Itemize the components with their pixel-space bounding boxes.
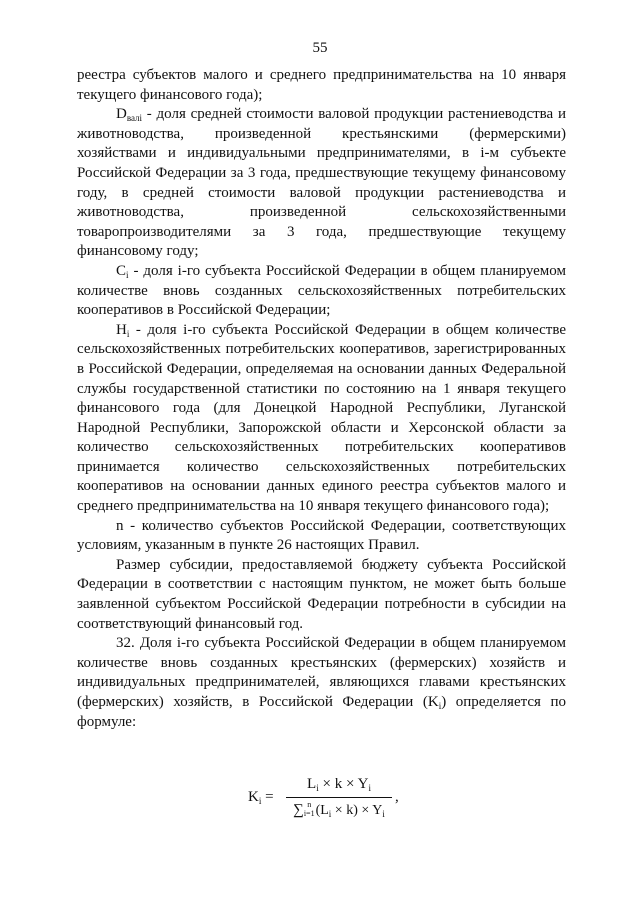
denominator-text: (L bbox=[315, 803, 329, 818]
paragraph bbox=[77, 105, 566, 262]
formula-lhs bbox=[248, 789, 274, 806]
paragraph bbox=[77, 634, 566, 732]
denominator-subscript: i bbox=[382, 809, 385, 819]
formula-lhs-symbol: K bbox=[248, 789, 259, 805]
sum-lower-limit: i=1 bbox=[303, 809, 315, 818]
paragraph-text: ) определяется по формуле: bbox=[77, 694, 567, 730]
formula bbox=[248, 776, 408, 826]
denominator-subscript: i bbox=[328, 809, 332, 819]
numerator-text: × k × Y bbox=[318, 776, 369, 792]
denominator-text: × k) × Y bbox=[331, 803, 383, 818]
formula-comma: , bbox=[395, 789, 399, 805]
paragraph-text: - доля средней стоимости валовой продукции растениеводства и животноводства, произведенной крестьянскими (фермерскими) хозяйствами и индивидуальными предпринимателями, в i-м субъекте Российской Федерации за 3 года, предшествующие текущему финансовому году, в средней стоимости валовой продукции растениеводства и животноводства, произведенной сельскохозяйственными товаропроизводителями за 3 года, предшествующие текущему финансовому году; bbox=[77, 106, 566, 260]
fraction-bar bbox=[286, 797, 392, 798]
numerator-subscript: i bbox=[368, 783, 371, 793]
numerator bbox=[286, 776, 392, 796]
symbol-subscript: валi bbox=[126, 113, 143, 124]
paragraph-text: - доля i-го субъекта Российской Федерации в общем планируемом количестве вновь созданных сельскохозяйственных потребительских кооперативов в Российской Федерации; bbox=[77, 262, 566, 319]
paragraph bbox=[77, 321, 566, 517]
equals-sign: = bbox=[261, 789, 274, 805]
symbol: H bbox=[116, 321, 127, 338]
numerator-symbol: L bbox=[307, 776, 317, 792]
numerator-subscript: i bbox=[316, 783, 319, 793]
paragraph: реестра субъектов малого и среднего предпринимательства на 10 января текущего финансового года); bbox=[77, 67, 566, 103]
fraction bbox=[286, 776, 392, 819]
sum-symbol: ∑ bbox=[293, 802, 304, 818]
paragraph: Размер субсидии, предоставляемой бюджету субъекта Российской Федерации в соответствии с настоящим пунктом, не может быть больше заявленной субъектом Российской Федерации потребности в субсидии на соответствующий финансовый год. bbox=[77, 556, 566, 632]
paragraph-text: - доля i-го субъекта Российской Федерации в общем количестве сельскохозяйственных потребительских кооперативов, зарегистрированных в Российской Федерации, определяемая на основании данных Федеральной службы государственной статистики по состоянию на 1 января текущего финансового года (для Донецкой Народной Республики, Луганской Народной Республики, Запорожской области и Херсонской области за количество сельскохозяйственных потребительских кооперативов принимается количество сельскохозяйственных потребительских кооперативов на основании данных единого реестра субъектов малого и среднего предпринимательства на 10 января текущего финансового года); bbox=[77, 321, 566, 515]
symbol-subscript: i bbox=[126, 269, 129, 280]
paragraph bbox=[77, 262, 566, 321]
paragraph: n - количество субъектов Российской Федерации, соответствующих условиям, указанным в пункте 26 настоящих Правил. bbox=[77, 517, 566, 554]
symbol-subscript: i bbox=[126, 328, 130, 339]
sum-upper-limit: n bbox=[307, 800, 312, 809]
formula-lhs-subscript: i bbox=[258, 796, 262, 806]
paragraph-text: 32. Доля i-го субъекта Российской Федерации в общем планируемом количестве вновь созданных крестьянских (фермерских) хозяйств и индивидуальных предпринимателей, являющихся главами крестьянских (фермерских) хозяйств, в Российской Федерации (K bbox=[77, 635, 566, 710]
symbol-subscript: i bbox=[438, 701, 442, 711]
sum-limits bbox=[304, 800, 315, 818]
denominator bbox=[286, 800, 392, 819]
symbol: D bbox=[116, 106, 127, 123]
document-body bbox=[77, 66, 566, 732]
symbol: C bbox=[116, 262, 127, 279]
page-number: 55 bbox=[312, 40, 328, 56]
